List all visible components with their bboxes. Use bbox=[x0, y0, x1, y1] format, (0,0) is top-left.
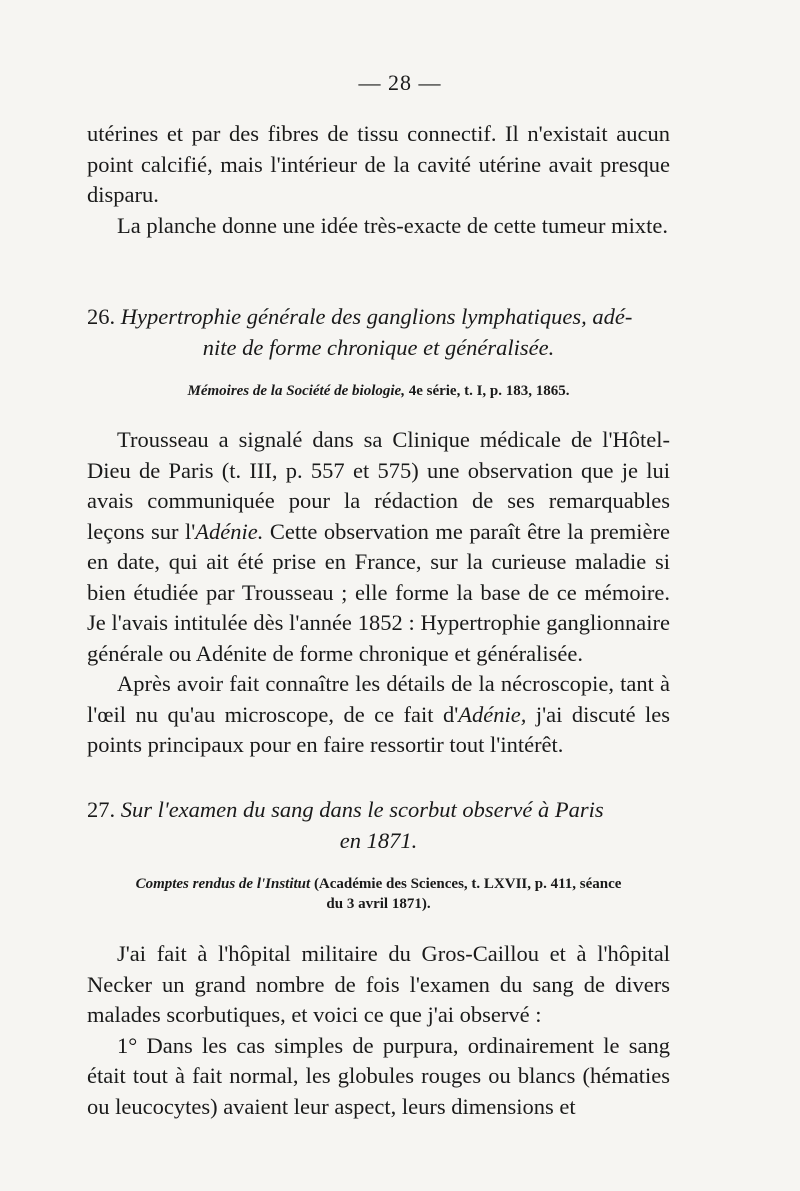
section-26-body bbox=[87, 425, 670, 761]
section-26-title-line-1: Hypertrophie générale des ganglions lymphatiques, adé- bbox=[120, 304, 633, 329]
intro-paragraph-2: La planche donne une idée très-exacte de cette tumeur mixte. bbox=[117, 212, 668, 238]
section-26-citation bbox=[87, 381, 670, 401]
section-26-p1-text-b: Cette observation me paraît être la première en date, qui ait été prise en France, sur la curieuse maladie si bien étudiée par Trousseau ; elle forme la base de ce mémoire. Je l'avais intitulée dès l'année 1852 : Hypertrophie ganglionnaire générale ou Adénite de forme chronique et généralisée. bbox=[87, 518, 670, 666]
section-26-citation-source: Mémoires de la Société de biologie, bbox=[187, 383, 405, 399]
section-26-p1-text-a: Trousseau a signalé dans sa Clinique médicale de l'Hôtel-Dieu de Paris (t. III, p. 557 et 575) une observation que je lui avais communiquée pour la rédaction de ses remarquables leçons sur l' bbox=[87, 427, 670, 544]
section-27-citation-line-2: du 3 avril 1871). bbox=[326, 896, 431, 912]
section-27-citation bbox=[87, 874, 670, 914]
section-26-paragraph-1 bbox=[87, 425, 670, 669]
section-26-p2-italic: Adénie, bbox=[458, 701, 527, 727]
section-26-number: 26. bbox=[87, 304, 116, 329]
page-number: — 28 — bbox=[358, 70, 442, 95]
section-27-body bbox=[87, 939, 670, 1122]
section-26-p2-text-a: Après avoir fait connaître les détails de la nécroscopie, tant à l'œil nu qu'au microscope, de ce fait d' bbox=[87, 671, 670, 727]
section-27-paragraph-1: J'ai fait à l'hôpital militaire du Gros-Caillou et à l'hôpital Necker un grand nombre de fois l'examen du sang de divers malades scorbutiques, et voici ce que j'ai observé : bbox=[87, 941, 670, 1027]
section-27-number: 27. bbox=[87, 797, 116, 822]
section-26-paragraph-2 bbox=[87, 669, 670, 761]
section-26-p2-text-b: j'ai discuté les points principaux pour en faire ressortir tout l'intérêt. bbox=[87, 701, 670, 757]
section-27-title-line-1: Sur l'examen du sang dans le scorbut observé à Paris bbox=[120, 797, 604, 822]
section-27-title bbox=[87, 795, 670, 856]
section-26-title-line-2: nite de forme chronique et généralisée. bbox=[202, 334, 555, 360]
intro-paragraph-1: utérines et par des fibres de tissu connectif. Il n'existait aucun point calcifié, mais l'intérieur de la cavité utérine avait presque disparu. bbox=[87, 121, 670, 207]
intro-block bbox=[87, 119, 670, 241]
section-27-paragraph-2: 1° Dans les cas simples de purpura, ordinairement le sang était tout à fait normal, les globules rouges ou blancs (hématies ou leucocytes) avaient leur aspect, leurs dimensions et bbox=[87, 1032, 670, 1119]
section-27-title-line-2: en 1871. bbox=[339, 827, 418, 853]
section-26-p1-italic: Adénie. bbox=[195, 518, 264, 544]
section-27-citation-details: (Académie des Sciences, t. LXVII, p. 411, séance bbox=[313, 876, 622, 892]
section-26-citation-details: 4e série, t. I, p. 183, 1865. bbox=[408, 383, 570, 399]
section-26-title bbox=[87, 302, 670, 363]
section-27-citation-source: Comptes rendus de l'Institut bbox=[135, 876, 311, 892]
